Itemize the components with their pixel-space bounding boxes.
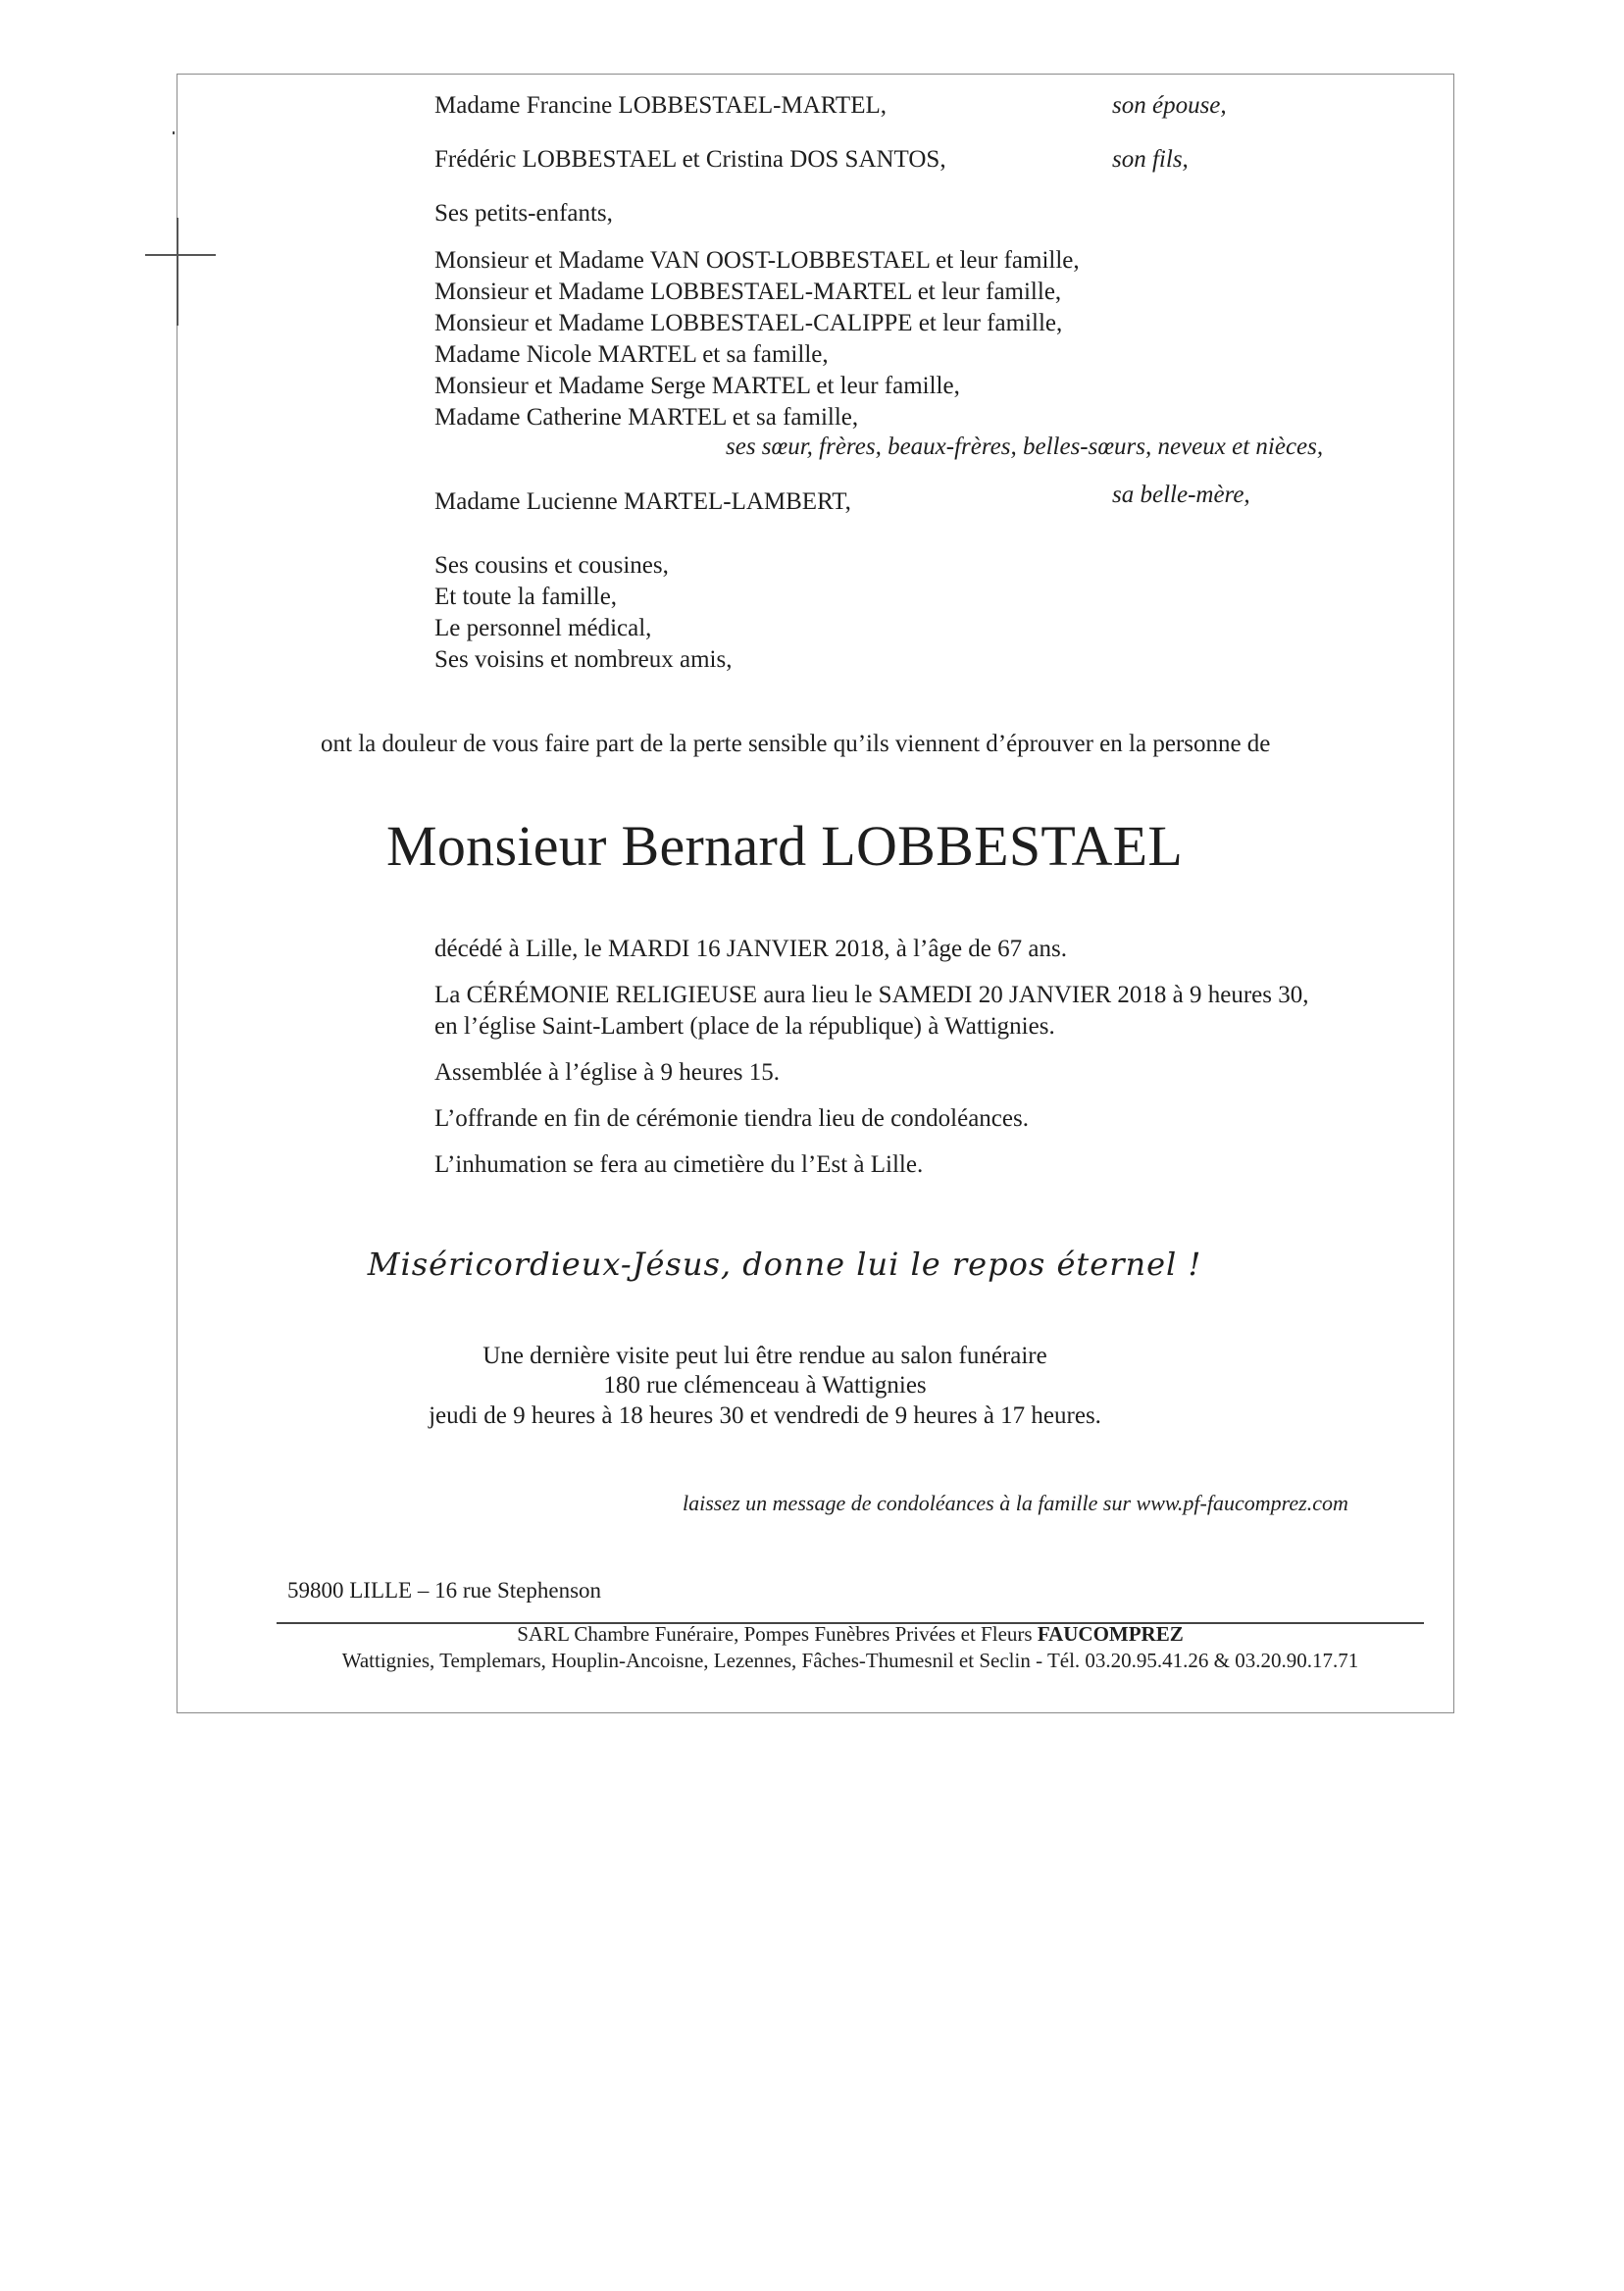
- visit-line: jeudi de 9 heures à 18 heures 30 et vendredi de 9 heures à 17 heures.: [429, 1402, 1101, 1429]
- others-line: Ses voisins et nombreux amis,: [434, 646, 733, 673]
- footer-company-name: FAUCOMPREZ: [1037, 1622, 1184, 1646]
- detail-line: décédé à Lille, le MARDI 16 JANVIER 2018, à l’âge de 67 ans.: [434, 936, 1067, 962]
- sibling-line: Monsieur et Madame LOBBESTAEL-CALIPPE et leur famille,: [434, 310, 1063, 336]
- family-line-2-role: son fils,: [1112, 146, 1189, 173]
- deceased-name: Monsieur Bernard LOBBESTAEL: [386, 814, 1184, 878]
- sibling-line: Monsieur et Madame VAN OOST-LOBBESTAEL et leur famille,: [434, 247, 1080, 274]
- scan-speck: [173, 131, 175, 134]
- detail-line: en l’église Saint-Lambert (place de la république) à Wattignies.: [434, 1013, 1055, 1040]
- visit-line: Une dernière visite peut lui être rendue au salon funéraire: [482, 1343, 1047, 1369]
- footer-company: [277, 1621, 1424, 1647]
- cross-icon-vertical: [177, 218, 178, 326]
- others-line: Et toute la famille,: [434, 584, 618, 610]
- siblings-role: ses sœur, frères, beaux-frères, belles-sœurs, neveux et nièces,: [726, 433, 1324, 460]
- cross-icon-horizontal: [145, 254, 216, 256]
- announcement-line: ont la douleur de vous faire part de la perte sensible qu’ils viennent d’éprouver en la personne de: [321, 731, 1271, 757]
- detail-line: La CÉRÉMONIE RELIGIEUSE aura lieu le SAMEDI 20 JANVIER 2018 à 9 heures 30,: [434, 982, 1309, 1008]
- sibling-line: Monsieur et Madame LOBBESTAEL-MARTEL et leur famille,: [434, 279, 1062, 305]
- mother-in-law-role: sa belle-mère,: [1112, 482, 1250, 508]
- address-line: 59800 LILLE – 16 rue Stephenson: [287, 1578, 602, 1603]
- visit-line: 180 rue clémenceau à Wattignies: [603, 1372, 927, 1399]
- mother-in-law-line: Madame Lucienne MARTEL-LAMBERT,: [434, 488, 851, 515]
- detail-line: L’offrande en fin de cérémonie tiendra lieu de condoléances.: [434, 1105, 1029, 1132]
- family-line-1: Madame Francine LOBBESTAEL-MARTEL,: [434, 92, 887, 119]
- others-line: Le personnel médical,: [434, 615, 652, 641]
- footer-locations: Wattignies, Templemars, Houplin-Ancoisne, Lezennes, Fâches-Thumesnil et Seclin - Tél. 03.20.95.41.26 & 03.20.90.17.71: [341, 1649, 1359, 1672]
- others-line: Ses cousins et cousines,: [434, 552, 669, 579]
- detail-line: Assemblée à l’église à 9 heures 15.: [434, 1059, 780, 1086]
- sibling-line: Madame Catherine MARTEL et sa famille,: [434, 404, 859, 431]
- family-line-2: Frédéric LOBBESTAEL et Cristina DOS SANTOS,: [434, 146, 946, 173]
- prayer-line: Miséricordieux-Jésus, donne lui le repos éternel !: [367, 1246, 1202, 1283]
- condolence-link[interactable]: laissez un message de condoléances à la famille sur www.pf-faucomprez.com: [683, 1491, 1348, 1515]
- family-line-1-role: son épouse,: [1112, 92, 1227, 119]
- sibling-line: Madame Nicole MARTEL et sa famille,: [434, 341, 829, 368]
- detail-line: L’inhumation se fera au cimetière du l’Est à Lille.: [434, 1151, 924, 1178]
- footer-company-prefix: SARL Chambre Funéraire, Pompes Funèbres Privées et Fleurs: [517, 1622, 1033, 1646]
- sibling-line: Monsieur et Madame Serge MARTEL et leur famille,: [434, 373, 960, 399]
- grandchildren-line: Ses petits-enfants,: [434, 200, 613, 227]
